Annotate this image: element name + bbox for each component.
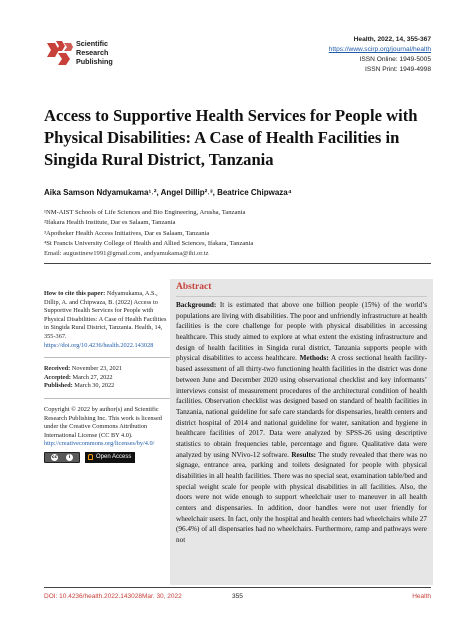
- scirp-logo-icon: [44, 40, 74, 66]
- accepted-date: March 27, 2022: [70, 373, 113, 381]
- methods-text: A cross sectional health facility-based assessment of all thirty-two functioning health facilities in the district was done between June and December 2020 using observational checklist and key informants’ interviews consist of measurement procedures of the architectural condition of health facilities. Observation checklist was designed based on standard of health facilities in Tanzania, national guideline for safe care standards for dispensaries, health centers and district hospital of 2014 and national guideline for water, sanitation and hygiene in healthcare facilities of 2017. Data were analyzed by SPSS-26 using descriptive statistics to obtain frequencies table, percentage and figure. Qualitative data were analyzed by using NVivo-12 software.: [176, 354, 427, 459]
- affiliation-3: ³Apotheker Health Access Initiatives, Dar es Salaam, Tanzania: [44, 229, 210, 237]
- publisher-name: Scientific Research Publishing: [76, 39, 113, 66]
- issn-print: ISSN Print: 1949-4998: [365, 66, 431, 73]
- copyright-block: [44, 406, 171, 463]
- citation-label: How to cite this paper:: [44, 290, 106, 297]
- footer-doi[interactable]: DOI: 10.4236/health.2022.143028: [44, 593, 142, 600]
- footer-date: Mar. 30, 2022: [142, 593, 182, 600]
- received-date: November 23, 2021: [70, 365, 122, 373]
- abstract-body: [176, 300, 427, 546]
- results-text: The study revealed that there was no signage, entrance area, parking and toilets designated for people with physical disabilities in all health facilities. There was no special seat, examination table/bed and special weight scale for people with physical disabilities in all facilities. Also, the doors were not wide enough to support wheelchair user to maneuver in all health centers and dispensaries. In addition, door handles were not user friendly for wheelchair users. In fact, only the hospital and health centers had wheelchairs while 27 (96.4%) of all dispensaries had no wheelchairs. Furthermore, ramp and pathways were not: [176, 450, 427, 545]
- received-label: Received:: [44, 365, 71, 373]
- license-badges: [44, 452, 171, 463]
- attribution-icon: i: [66, 454, 73, 461]
- citation-text: Ndyamukama, A.S., Dillip, A. and Chipwaza, B. (2022) Access to Supportive Health Services for People with Physical Disabilities: A Case of Health Facilities in Singida Rural District, Tanzania. Health, 14, 355-367.: [44, 290, 167, 340]
- cc-icon: cc: [51, 454, 58, 460]
- author-list: Aika Samson Ndyamukama¹˒², Angel Dillip²˒³, Beatrice Chipwaza⁴: [44, 188, 292, 197]
- header-divider: [44, 263, 431, 264]
- open-access-badge: [85, 452, 135, 463]
- published-label: Published:: [44, 382, 73, 390]
- abstract-panel: [170, 279, 433, 585]
- page-number: 355: [232, 593, 243, 600]
- results-label: Results:: [291, 450, 317, 459]
- contact-email[interactable]: Email: augustinew1991@gmail.com, andyamukama@ihi.or.tz: [44, 250, 209, 258]
- issn-online: ISSN Online: 1949-5005: [359, 56, 431, 63]
- affiliation-1: ¹NM-AIST Schools of Life Sciences and Bio Engineering, Arusha, Tanzania: [44, 209, 246, 216]
- dates-block: [44, 365, 171, 391]
- copyright-text: Copyright © 2022 by author(s) and Scientific Research Publishing Inc. This work is licensed under the Creative Commons Attribution International License (CC BY 4.0).: [44, 405, 162, 439]
- publisher-logo: [44, 37, 174, 69]
- license-link[interactable]: http://creativecommons.org/licenses/by/4.0/: [44, 440, 155, 448]
- journal-url-link[interactable]: https://www.scirp.org/journal/health: [328, 46, 431, 53]
- affiliation-2: ²Ifakara Health Institute, Dar es Salaam, Tanzania: [44, 219, 176, 227]
- citation-block: [44, 290, 171, 350]
- journal-info: [329, 35, 431, 75]
- background-text: It is estimated that above one billion people (15%) of the world’s populations are living with disabilities. The poor and unfriendly infrastructure at health facilities is the core challenge for people with physical disabilities in accessing healthcare. This study aimed to explore at what extent the existing infrastructure and design of health facilities in Singida rural district, Tanzania supports people with physical disabilities to access healthcare.: [176, 301, 427, 363]
- article-sidebar: [44, 290, 171, 470]
- footer-journal: Health: [412, 593, 431, 600]
- background-label: Background:: [176, 301, 217, 309]
- affiliations: [44, 208, 253, 259]
- abstract-heading: Abstract: [176, 282, 212, 292]
- affiliation-4: ⁴St Francis University College of Health and Allied Sciences, Ifakara, Tanzania: [44, 239, 254, 247]
- methods-label: Methods:: [299, 354, 329, 363]
- paper-title: Access to Supportive Health Services for People with Physical Disabilities: A Case of Health Facilities in Singida Rural District, Tanzania: [44, 106, 418, 169]
- accepted-label: Accepted:: [44, 373, 71, 381]
- journal-reference: Health, 2022, 14, 355-367: [353, 36, 431, 43]
- open-access-label: Open Access: [96, 453, 132, 460]
- open-lock-icon: [88, 454, 93, 460]
- cc-by-badge[interactable]: [44, 452, 80, 463]
- published-date: March 30, 2022: [72, 382, 115, 390]
- citation-doi-link[interactable]: https://doi.org/10.4236/health.2022.143028: [44, 341, 154, 349]
- sidebar-divider: [44, 398, 171, 399]
- footer-divider: [44, 587, 431, 588]
- sidebar-divider: [44, 357, 171, 358]
- abstract-rule: [176, 296, 427, 297]
